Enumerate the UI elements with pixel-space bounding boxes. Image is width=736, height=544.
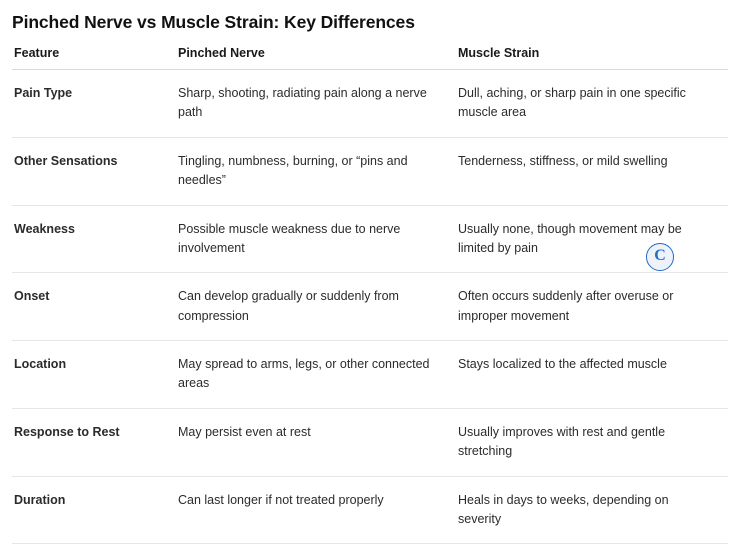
column-header-feature: Feature xyxy=(12,43,176,70)
cell-muscle-strain: Tenderness, stiffness, or mild swelling xyxy=(456,137,728,205)
table-row xyxy=(12,137,728,205)
cell-feature: Pain Type xyxy=(12,70,176,138)
cell-feature: Response to Rest xyxy=(12,408,176,476)
cell-feature: Location xyxy=(12,341,176,409)
cell-pinched-nerve: Possible muscle weakness due to nerve involvement xyxy=(176,205,456,273)
cell-muscle-strain: Stays localized to the affected muscle xyxy=(456,341,728,409)
column-header-muscle-strain: Muscle Strain xyxy=(456,43,728,70)
cell-muscle-strain: Heals in days to weeks, depending on severity xyxy=(456,476,728,544)
cell-muscle-strain: Usually none, though movement may be limited by pain xyxy=(456,205,728,273)
cell-feature: Onset xyxy=(12,273,176,341)
cell-pinched-nerve: Can last longer if not treated properly xyxy=(176,476,456,544)
table-header-row xyxy=(12,43,728,70)
cell-pinched-nerve: Sharp, shooting, radiating pain along a nerve path xyxy=(176,70,456,138)
cell-feature: Other Sensations xyxy=(12,137,176,205)
cell-feature: Duration xyxy=(12,476,176,544)
cell-feature: Weakness xyxy=(12,205,176,273)
table-row xyxy=(12,476,728,544)
table-row xyxy=(12,341,728,409)
cell-pinched-nerve: Can develop gradually or suddenly from compression xyxy=(176,273,456,341)
table-body xyxy=(12,70,728,544)
cell-muscle-strain: Often occurs suddenly after overuse or improper movement xyxy=(456,273,728,341)
table-row xyxy=(12,408,728,476)
cell-muscle-strain: Usually improves with rest and gentle stretching xyxy=(456,408,728,476)
page-title: Pinched Nerve vs Muscle Strain: Key Differences xyxy=(12,12,415,32)
cell-muscle-strain: Dull, aching, or sharp pain in one specific muscle area xyxy=(456,70,728,138)
cell-pinched-nerve: May persist even at rest xyxy=(176,408,456,476)
table-row xyxy=(12,205,728,273)
column-header-pinched-nerve: Pinched Nerve xyxy=(176,43,456,70)
cell-pinched-nerve: May spread to arms, legs, or other connected areas xyxy=(176,341,456,409)
table-header xyxy=(12,43,728,70)
comparison-table xyxy=(12,43,728,544)
table-row xyxy=(12,273,728,341)
cell-pinched-nerve: Tingling, numbness, burning, or “pins and needles” xyxy=(176,137,456,205)
copyright-watermark-icon: C xyxy=(646,243,674,271)
table-row xyxy=(12,70,728,138)
